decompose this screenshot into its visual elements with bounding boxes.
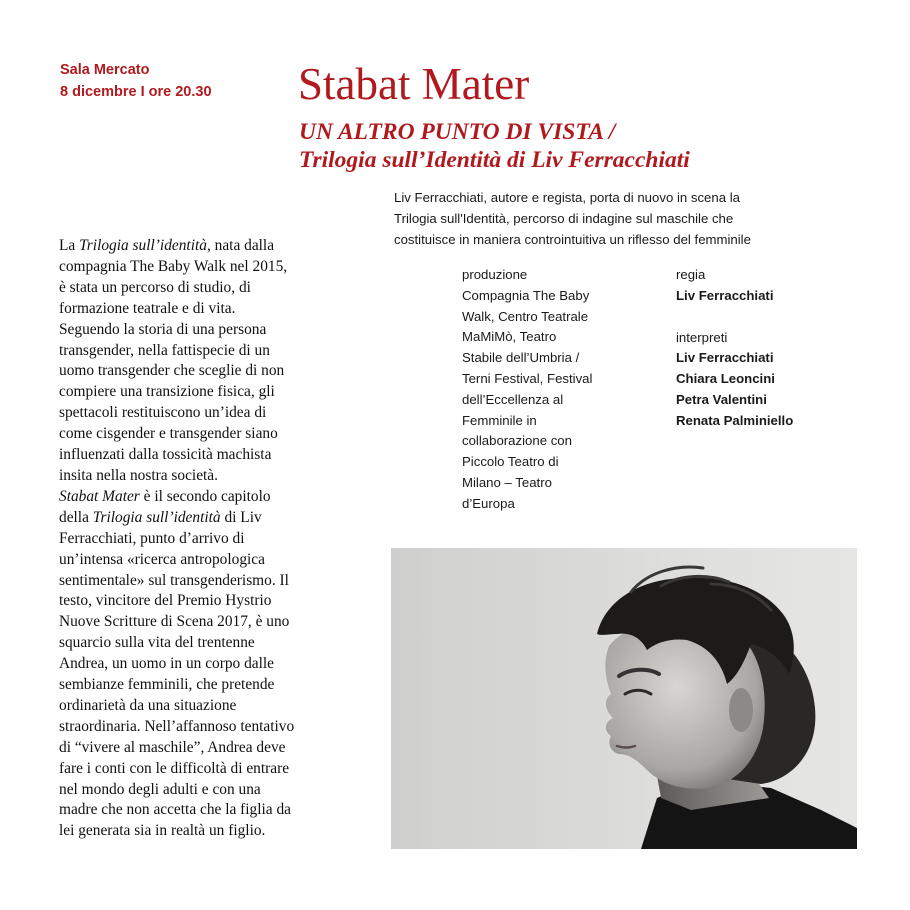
production-line: Walk, Centro Teatrale xyxy=(462,308,589,324)
body-line: transgender, nella fattispecie di un xyxy=(59,341,270,359)
subtitle-line-2: Trilogia sull’Identità di Liv Ferracchiati xyxy=(299,147,690,173)
cast-member: Liv Ferracchiati xyxy=(676,350,774,366)
description-body xyxy=(59,236,339,842)
show-subtitle xyxy=(299,118,690,174)
ear-shape xyxy=(729,688,753,732)
venue-name: Sala Mercato xyxy=(60,62,150,78)
production-label: produzione xyxy=(462,267,528,282)
trilogy-title-italic: Trilogia sull’identità xyxy=(79,237,207,254)
cast-label: interpreti xyxy=(676,329,728,345)
body-line xyxy=(59,487,339,508)
intro-line: Liv Ferracchiati, autore e regista, porta di nuovo in scena la xyxy=(394,190,740,205)
body-line: nel mondo degli adulti e con una xyxy=(59,780,261,798)
intro-text xyxy=(394,187,834,250)
production-line: Milano – Teatro xyxy=(462,474,552,490)
production-line: dell’Eccellenza al xyxy=(462,391,564,407)
spacer xyxy=(676,307,846,328)
body-text-run: La xyxy=(59,237,80,254)
body-line: lei generata sia in realtà un figlio. xyxy=(59,822,266,840)
show-title-italic: Stabat Mater xyxy=(59,487,140,505)
body-line: di “vivere al maschile”, Andrea deve xyxy=(59,738,286,756)
body-line: madre che non accetta che la figlia da xyxy=(59,801,292,819)
intro-line: Trilogia sull'Identità, percorso di indagine sul maschile che xyxy=(394,211,734,226)
body-line: ordinarietà da una situazione xyxy=(59,696,237,714)
body-line: formazione teatrale e di vita. xyxy=(59,299,236,317)
body-line: compiere una transizione fisica, gli xyxy=(59,383,275,401)
production-line: Compagnia The Baby xyxy=(462,287,590,303)
body-line: Seguendo la storia di una persona xyxy=(59,320,267,338)
body-line: testo, vincitore del Premio Hystrio xyxy=(59,592,272,610)
cast-member: Chiara Leoncini xyxy=(676,371,775,387)
production-line: collaborazione con xyxy=(462,433,572,449)
production-line: Stabile dell’Umbria / xyxy=(462,350,580,366)
direction-label: regia xyxy=(676,267,706,282)
cast-member: Petra Valentini xyxy=(676,391,767,407)
body-line: sentimentale» sul transgenderismo. Il xyxy=(59,571,289,589)
director-name: Liv Ferracchiati xyxy=(676,287,774,303)
body-text-run: , nata dalla xyxy=(206,237,275,254)
subtitle-line-1: UN ALTRO PUNTO DI VISTA / xyxy=(299,119,616,145)
body-line: uomo transgender che sceglie di non xyxy=(59,362,285,380)
body-text-run: della xyxy=(59,508,93,526)
intro-line: costituisce in maniera controintuitiva un riflesso del femminile xyxy=(394,232,751,247)
body-text-run: è il secondo capitolo xyxy=(139,487,271,505)
production-line: Piccolo Teatro di xyxy=(462,454,559,470)
body-line: un’intensa «ricerca antropologica xyxy=(59,550,265,568)
production-line: d’Europa xyxy=(462,495,515,511)
portrait-illustration xyxy=(391,548,857,849)
production-line: Femminile in xyxy=(462,412,537,428)
event-date-time: 8 dicembre I ore 20.30 xyxy=(60,84,212,100)
trilogy-title-italic: Trilogia sull’identità xyxy=(92,508,221,526)
production-line: Terni Festival, Festival xyxy=(462,370,593,386)
body-line xyxy=(59,508,339,529)
body-line: Andrea, un uomo in un corpo dalle xyxy=(59,655,274,673)
body-line: Nuove Scritture di Scena 2017, è uno xyxy=(59,613,290,631)
production-line: MaMiMò, Teatro xyxy=(462,329,557,345)
body-line: come cisgender e transgender siano xyxy=(59,425,278,443)
portrait-photo xyxy=(391,548,857,849)
body-text-run: di Liv xyxy=(220,508,262,526)
body-line: è stata un percorso di studio, di xyxy=(59,278,251,296)
cast-member: Renata Palminiello xyxy=(676,412,794,428)
body-line xyxy=(59,236,339,257)
body-line: insita nella nostra società. xyxy=(59,466,218,484)
body-line: compagnia The Baby Walk nel 2015, xyxy=(59,257,288,275)
venue-date xyxy=(60,59,212,103)
crew-credits xyxy=(676,265,846,432)
body-line: Ferracchiati, punto d’arrivo di xyxy=(59,529,245,547)
body-line: straordinaria. Nell’affannoso tentativo xyxy=(59,717,295,735)
production-credits xyxy=(462,265,632,515)
body-line: squarcio sulla vita del trentenne xyxy=(59,634,255,652)
body-line: influenzati dalla tossicità machista xyxy=(59,446,272,464)
show-title: Stabat Mater xyxy=(298,59,530,109)
body-line: fare i conti con le difficoltà di entrare xyxy=(59,759,290,777)
body-line: spettacoli restituiscono un’idea di xyxy=(59,404,267,422)
body-line: sembianze femminili, che pretende xyxy=(59,676,275,694)
